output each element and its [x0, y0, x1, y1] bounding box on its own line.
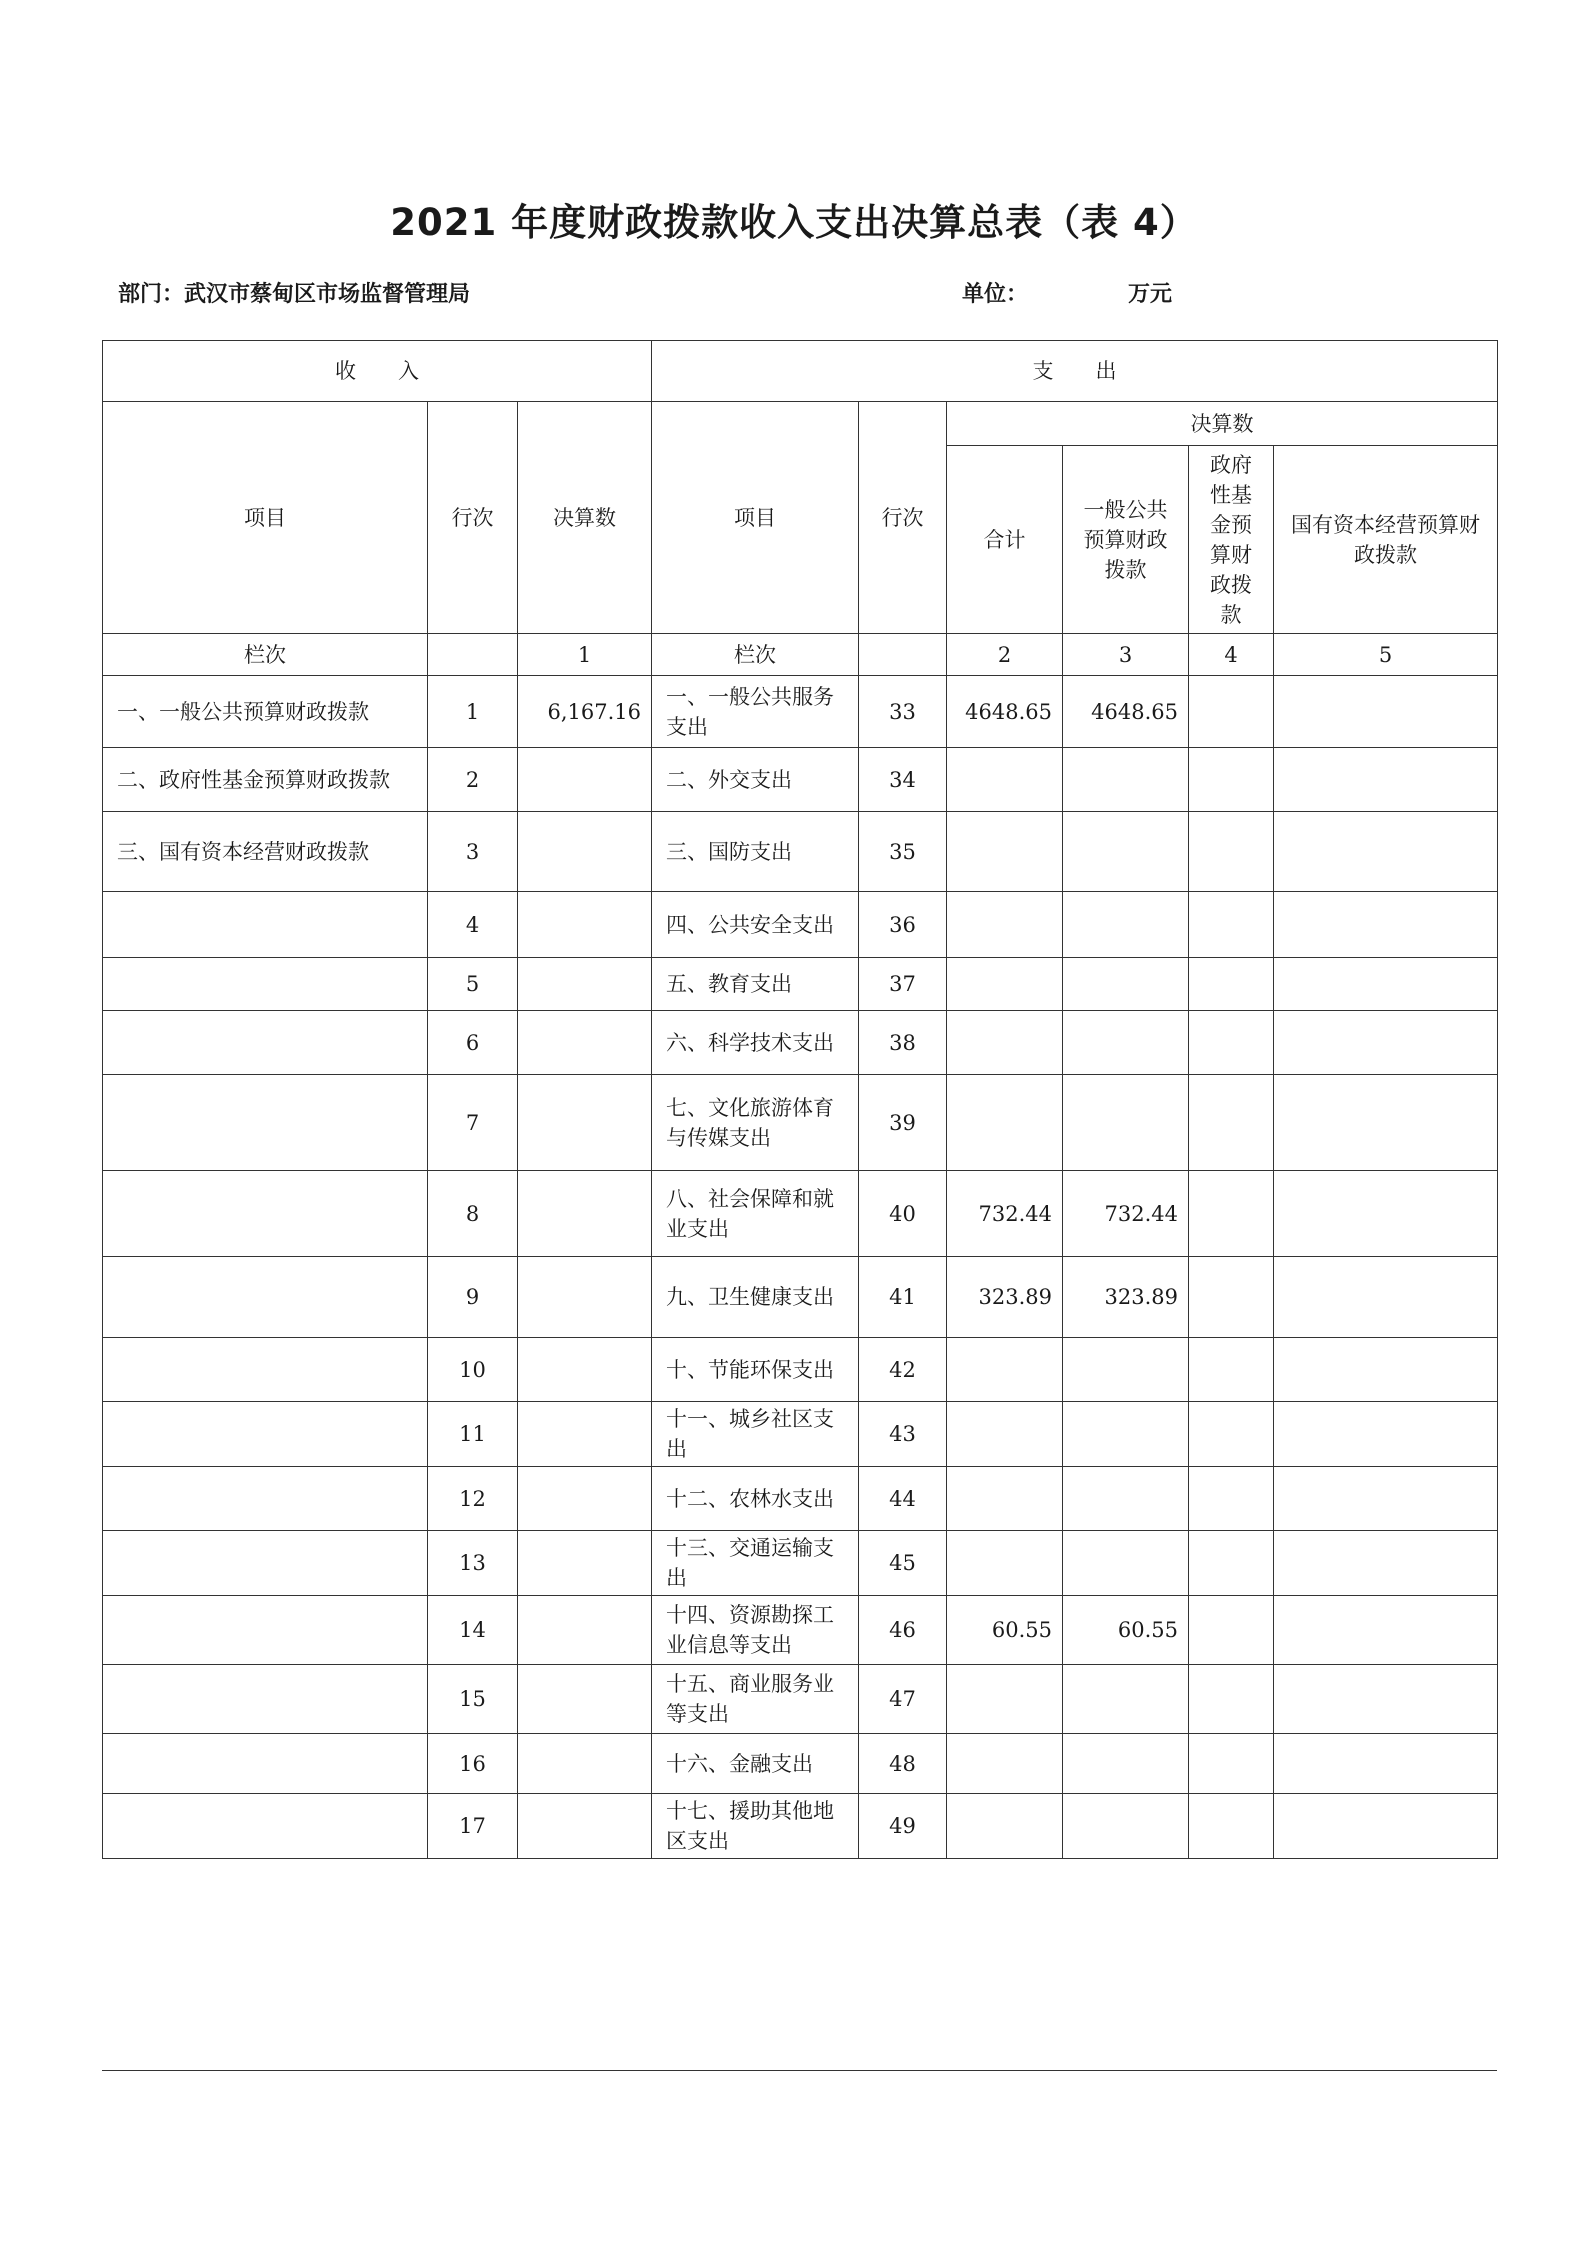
- income-item-header: 项目: [103, 402, 428, 634]
- total-cell: [947, 1011, 1063, 1075]
- expense-item-header: 项目: [652, 402, 859, 634]
- income-amount-cell: [518, 748, 652, 812]
- expense-item-cell: 三、国防支出: [652, 812, 859, 892]
- general-budget-cell: [1063, 892, 1189, 958]
- table-row: [103, 1171, 1498, 1257]
- expense-line-cell: 44: [859, 1467, 947, 1531]
- column-number-cell: 3: [1063, 634, 1189, 676]
- column-number-label: 栏次: [103, 634, 428, 676]
- general-budget-cell: [1063, 748, 1189, 812]
- state-capital-cell: [1274, 1075, 1498, 1171]
- table-row: [103, 1734, 1498, 1794]
- general-budget-cell: [1063, 1794, 1189, 1859]
- page-title: 2021 年度财政拨款收入支出决算总表（表 4）: [390, 201, 1198, 244]
- gov-fund-cell: [1189, 1402, 1274, 1467]
- expense-line-cell: 47: [859, 1665, 947, 1734]
- general-budget-cell: [1063, 1338, 1189, 1402]
- income-line-cell: 17: [428, 1794, 518, 1859]
- gov-fund-cell: [1189, 676, 1274, 748]
- total-cell: [947, 1794, 1063, 1859]
- column-number-cell: [428, 634, 518, 676]
- expense-line-cell: 45: [859, 1531, 947, 1596]
- income-item-cell: [103, 958, 428, 1011]
- state-capital-cell: [1274, 1665, 1498, 1734]
- income-item-cell: 三、国有资本经营财政拨款: [103, 812, 428, 892]
- state-capital-cell: [1274, 1257, 1498, 1338]
- state-capital-cell: [1274, 1794, 1498, 1859]
- income-amount-cell: [518, 1596, 652, 1665]
- expense-line-cell: 39: [859, 1075, 947, 1171]
- expense-item-cell: 十、节能环保支出: [652, 1338, 859, 1402]
- gov-fund-cell: [1189, 748, 1274, 812]
- state-capital-cell: [1274, 748, 1498, 812]
- column-number-cell: 1: [518, 634, 652, 676]
- income-line-cell: 14: [428, 1596, 518, 1665]
- income-amount-cell: [518, 1257, 652, 1338]
- expense-line-cell: 38: [859, 1011, 947, 1075]
- total-cell: [947, 1402, 1063, 1467]
- total-cell: 60.55: [947, 1596, 1063, 1665]
- expense-line-cell: 36: [859, 892, 947, 958]
- income-line-cell: 2: [428, 748, 518, 812]
- table-row: [103, 1011, 1498, 1075]
- general-budget-cell: [1063, 812, 1189, 892]
- column-number-label: 栏次: [652, 634, 859, 676]
- gov-fund-cell: [1189, 1665, 1274, 1734]
- income-item-cell: [103, 1467, 428, 1531]
- state-capital-cell: [1274, 1402, 1498, 1467]
- income-item-cell: 一、一般公共预算财政拨款: [103, 676, 428, 748]
- income-amount-cell: [518, 1467, 652, 1531]
- expense-item-cell: 八、社会保障和就业支出: [652, 1171, 859, 1257]
- income-amount-cell: [518, 1171, 652, 1257]
- gov-fund-cell: [1189, 1011, 1274, 1075]
- total-cell: [947, 1467, 1063, 1531]
- general-budget-cell: 732.44: [1063, 1171, 1189, 1257]
- gov-fund-cell: [1189, 812, 1274, 892]
- total-cell: 4648.65: [947, 676, 1063, 748]
- total-cell: [947, 748, 1063, 812]
- income-item-cell: [103, 1734, 428, 1794]
- expense-header: 支 出: [652, 341, 1498, 402]
- income-amount-cell: [518, 892, 652, 958]
- expense-line-cell: 33: [859, 676, 947, 748]
- income-line-cell: 12: [428, 1467, 518, 1531]
- expense-item-cell: 十四、资源勘探工业信息等支出: [652, 1596, 859, 1665]
- column-number-cell: 4: [1189, 634, 1274, 676]
- expense-item-cell: 九、卫生健康支出: [652, 1257, 859, 1338]
- table-row: [103, 1794, 1498, 1859]
- table-row: [103, 1075, 1498, 1171]
- gov-fund-cell: [1189, 1338, 1274, 1402]
- state-capital-cell: [1274, 892, 1498, 958]
- income-line-cell: 3: [428, 812, 518, 892]
- table-row: [103, 958, 1498, 1011]
- expense-line-cell: 48: [859, 1734, 947, 1794]
- state-capital-cell: [1274, 958, 1498, 1011]
- income-amount-cell: [518, 1402, 652, 1467]
- expense-line-cell: 37: [859, 958, 947, 1011]
- total-cell: [947, 1734, 1063, 1794]
- general-budget-cell: 323.89: [1063, 1257, 1189, 1338]
- income-item-cell: [103, 1257, 428, 1338]
- state-capital-cell: [1274, 1531, 1498, 1596]
- gov-fund-cell: [1189, 1794, 1274, 1859]
- total-cell: [947, 812, 1063, 892]
- amount-group-header: 决算数: [947, 402, 1498, 446]
- income-line-cell: 7: [428, 1075, 518, 1171]
- state-capital-header: 国有资本经营预算财政拨款: [1274, 446, 1498, 634]
- expense-item-cell: 十七、援助其他地区支出: [652, 1794, 859, 1859]
- state-capital-cell: [1274, 1338, 1498, 1402]
- income-line-cell: 6: [428, 1011, 518, 1075]
- general-budget-cell: [1063, 1665, 1189, 1734]
- income-item-cell: 二、政府性基金预算财政拨款: [103, 748, 428, 812]
- income-line-cell: 16: [428, 1734, 518, 1794]
- income-line-cell: 10: [428, 1338, 518, 1402]
- gov-fund-cell: [1189, 1734, 1274, 1794]
- income-line-cell: 1: [428, 676, 518, 748]
- income-amount-cell: [518, 1531, 652, 1596]
- state-capital-cell: [1274, 1734, 1498, 1794]
- state-capital-cell: [1274, 676, 1498, 748]
- income-amount-cell: [518, 1011, 652, 1075]
- income-item-cell: [103, 1338, 428, 1402]
- gov-fund-cell: [1189, 958, 1274, 1011]
- column-number-cell: [859, 634, 947, 676]
- income-item-cell: [103, 1402, 428, 1467]
- income-amount-cell: [518, 812, 652, 892]
- income-amount-header: 决算数: [518, 402, 652, 634]
- expense-item-cell: 十一、城乡社区支出: [652, 1402, 859, 1467]
- expense-line-cell: 49: [859, 1794, 947, 1859]
- income-line-cell: 15: [428, 1665, 518, 1734]
- gov-fund-header: 政府性基金预算财政拨款: [1189, 446, 1274, 634]
- income-item-cell: [103, 1011, 428, 1075]
- income-amount-cell: [518, 958, 652, 1011]
- total-cell: 323.89: [947, 1257, 1063, 1338]
- income-header: 收 入: [103, 341, 652, 402]
- table-row: [103, 1531, 1498, 1596]
- state-capital-cell: [1274, 812, 1498, 892]
- expense-line-header: 行次: [859, 402, 947, 634]
- income-line-cell: 4: [428, 892, 518, 958]
- general-budget-cell: [1063, 1531, 1189, 1596]
- gov-fund-cell: [1189, 1467, 1274, 1531]
- income-amount-cell: [518, 1665, 652, 1734]
- total-cell: [947, 1075, 1063, 1171]
- state-capital-cell: [1274, 1467, 1498, 1531]
- state-capital-cell: [1274, 1171, 1498, 1257]
- income-amount-cell: [518, 1794, 652, 1859]
- gov-fund-cell: [1189, 1171, 1274, 1257]
- income-amount-cell: 6,167.16: [518, 676, 652, 748]
- general-budget-cell: [1063, 1734, 1189, 1794]
- expense-item-cell: 一、一般公共服务支出: [652, 676, 859, 748]
- gov-fund-cell: [1189, 892, 1274, 958]
- gov-fund-cell: [1189, 1257, 1274, 1338]
- general-budget-cell: [1063, 1075, 1189, 1171]
- income-line-cell: 11: [428, 1402, 518, 1467]
- table-row: [103, 1257, 1498, 1338]
- general-budget-header: 一般公共预算财政拨款: [1063, 446, 1189, 634]
- expense-line-cell: 41: [859, 1257, 947, 1338]
- expense-item-cell: 二、外交支出: [652, 748, 859, 812]
- expense-line-cell: 46: [859, 1596, 947, 1665]
- income-amount-cell: [518, 1075, 652, 1171]
- expense-line-cell: 40: [859, 1171, 947, 1257]
- income-line-cell: 5: [428, 958, 518, 1011]
- income-item-cell: [103, 1075, 428, 1171]
- total-header: 合计: [947, 446, 1063, 634]
- expense-line-cell: 35: [859, 812, 947, 892]
- budget-table: [102, 340, 1498, 1859]
- unit-label: 单位：: [962, 281, 1029, 307]
- total-cell: [947, 1665, 1063, 1734]
- table-row: [103, 892, 1498, 958]
- expense-item-cell: 十六、金融支出: [652, 1734, 859, 1794]
- general-budget-cell: [1063, 1011, 1189, 1075]
- expense-item-cell: 十二、农林水支出: [652, 1467, 859, 1531]
- gov-fund-cell: [1189, 1531, 1274, 1596]
- income-line-header: 行次: [428, 402, 518, 634]
- expense-item-cell: 七、文化旅游体育与传媒支出: [652, 1075, 859, 1171]
- income-item-cell: [103, 1596, 428, 1665]
- expense-item-cell: 十三、交通运输支出: [652, 1531, 859, 1596]
- table-row: [103, 1596, 1498, 1665]
- expense-item-cell: 五、教育支出: [652, 958, 859, 1011]
- total-cell: 732.44: [947, 1171, 1063, 1257]
- general-budget-cell: [1063, 1402, 1189, 1467]
- income-line-cell: 8: [428, 1171, 518, 1257]
- footer-divider: [102, 2070, 1497, 2071]
- table-row: [103, 748, 1498, 812]
- income-amount-cell: [518, 1734, 652, 1794]
- total-cell: [947, 892, 1063, 958]
- gov-fund-cell: [1189, 1596, 1274, 1665]
- state-capital-cell: [1274, 1011, 1498, 1075]
- expense-item-cell: 四、公共安全支出: [652, 892, 859, 958]
- general-budget-cell: 60.55: [1063, 1596, 1189, 1665]
- table-row: [103, 812, 1498, 892]
- expense-line-cell: 42: [859, 1338, 947, 1402]
- general-budget-cell: [1063, 1467, 1189, 1531]
- table-row: [103, 676, 1498, 748]
- total-cell: [947, 1531, 1063, 1596]
- department-label: 部门：武汉市蔡甸区市场监督管理局: [118, 281, 471, 307]
- state-capital-cell: [1274, 1596, 1498, 1665]
- table-row: [103, 1665, 1498, 1734]
- income-item-cell: [103, 1665, 428, 1734]
- income-item-cell: [103, 1531, 428, 1596]
- income-item-cell: [103, 1171, 428, 1257]
- expense-line-cell: 43: [859, 1402, 947, 1467]
- general-budget-cell: [1063, 958, 1189, 1011]
- income-line-cell: 13: [428, 1531, 518, 1596]
- unit-value: 万元: [1128, 281, 1173, 307]
- column-number-cell: 2: [947, 634, 1063, 676]
- income-line-cell: 9: [428, 1257, 518, 1338]
- total-cell: [947, 1338, 1063, 1402]
- table-row: [103, 1402, 1498, 1467]
- table-row: [103, 1338, 1498, 1402]
- column-number-cell: 5: [1274, 634, 1498, 676]
- income-amount-cell: [518, 1338, 652, 1402]
- expense-line-cell: 34: [859, 748, 947, 812]
- expense-item-cell: 六、科学技术支出: [652, 1011, 859, 1075]
- gov-fund-cell: [1189, 1075, 1274, 1171]
- income-item-cell: [103, 892, 428, 958]
- total-cell: [947, 958, 1063, 1011]
- table-row: [103, 1467, 1498, 1531]
- expense-item-cell: 十五、商业服务业等支出: [652, 1665, 859, 1734]
- income-item-cell: [103, 1794, 428, 1859]
- general-budget-cell: 4648.65: [1063, 676, 1189, 748]
